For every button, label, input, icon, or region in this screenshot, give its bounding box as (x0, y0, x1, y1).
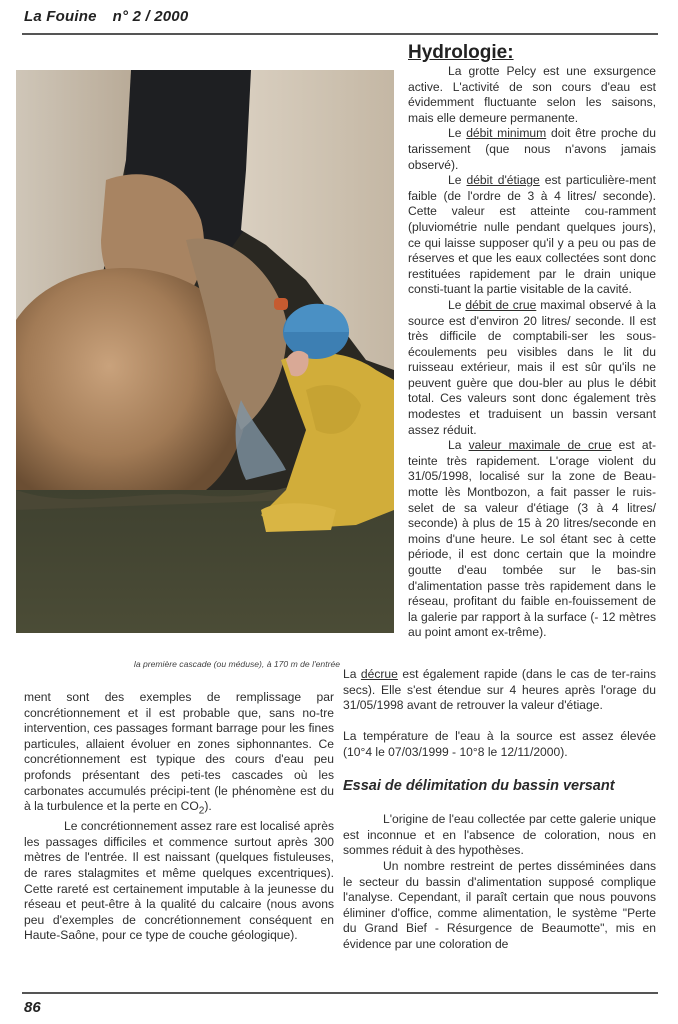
hydrologie-paragraph (408, 438, 656, 641)
term-debit-minimum: débit minimum (466, 126, 547, 141)
text-fragment: La (343, 667, 361, 681)
term-debit-crue: débit de crue (465, 297, 537, 312)
text-fragment: Le (448, 297, 466, 312)
concretionnement-paragraph (24, 690, 334, 819)
issue-number: n° 2 / 2000 (112, 8, 189, 25)
temperature-paragraph: La température de l'eau à la source est assez élevée (10°4 le 07/03/1999 - 10°8 le 12/11/2000). (343, 729, 656, 759)
text-fragment: Le (448, 126, 467, 141)
wide-right-column (343, 667, 656, 953)
text-fragment: est particulière-ment faible (de l'ordre de 3 à 4 litres/ seconde). Cette valeur est atteinte cou-ramment (pluviométrie nulle pendant quelques jours), ce qui laisse supposer qu'il y a peu ou pas de réserves et que les eaux collectées sont donc restituées rapidement par le drain unique consti-tuant la partie visitable de la cavité. (408, 173, 656, 297)
term-debit-etiage: débit d'étiage (466, 173, 540, 188)
text-fragment: doit être proche du tarissement (que nous n'avons jamais observé). (408, 126, 656, 172)
concretionnement-column (24, 690, 334, 944)
photo-caption: la première cascade (ou méduse), à 170 m de l'entrée (133, 659, 340, 669)
text-fragment: est également rapide (dans le cas de ter-rains secs). Elle s'est étendue sur 4 heures après l'orage du 31/05/1998 avant de retrouver la valeur d'étiage. (343, 667, 656, 713)
hydrologie-paragraph: La grotte Pelcy est une exsurgence active. L'activité de son cours d'eau est évidemment fluctuante selon les saisons, mais elle demeure permanente. (408, 64, 656, 125)
text-fragment: La (448, 438, 469, 453)
bassin-paragraph: Un nombre restreint de pertes disséminées dans le secteur du bassin d'alimentation supposé complique l'analyse. Cependant, il paraît certain que nous pouvons éliminer d'office, comme alimentation, le système "Perte du Grand Bief - Résurgence de Beaumotte", mis en évidence par une coloration de (343, 858, 656, 951)
hydrologie-paragraph (408, 173, 656, 298)
text-fragment: ). (204, 799, 212, 814)
cave-photo (16, 70, 394, 633)
hydrologie-paragraph (343, 667, 656, 714)
text-fragment: Le (448, 173, 467, 188)
section-title-hydrologie: Hydrologie: (408, 42, 514, 63)
section-title-bassin: Essai de délimitation du bassin versant (343, 777, 615, 794)
header-rule (22, 33, 658, 35)
footer-rule (22, 992, 658, 994)
concretionnement-paragraph: Le concrétionnement assez rare est localisé après les passages difficiles et commence surtout après 300 mètres de l'entrée. Il est naissant (quelques fistuleuses, de rares stalagmites et même quelques excentriques). Cette rareté est certainement imputable à la jeunesse du réseau et peut-être à la qualité du calcaire (nous avons peu d'exemples de concrétionnement conséquent en Haute-Saône, pour ce type de couche géologique). (24, 819, 334, 943)
term-decrue: décrue (360, 667, 398, 681)
cave-photo-illustration (16, 70, 394, 633)
page-number: 86 (24, 999, 41, 1016)
subscript: 2 (198, 805, 205, 817)
text-fragment: ment sont des exemples de remplissage par concrétionnement et il est probable que, sans no-tre intervention, ces passages formant barrage pour les fines particules, allaient évoluer en zones siphonnantes. Ce concrétionnement est typique des cours d'eau peu profonds présentant des peti-tes cascades où les carbonates accumulés précipi-tent (le phénomène est du à la turbulence et la perte en CO (24, 690, 334, 814)
bassin-paragraph: L'origine de l'eau collectée par cette galerie unique est inconnue et en l'absence de coloration, nous en sommes réduit à des hypothèses. (343, 812, 656, 858)
running-header (24, 8, 188, 25)
hydrologie-paragraph (408, 126, 656, 173)
text-fragment: maximal observé à la source est d'environ 20 litres/ seconde. Il est très difficile de comptabili-ser les sous-écoulements peu visibles dans le lit du ruisseau extérieur, mais il est sûr qu'ils ne peuvent guère que dou-bler au plus le débit total. Ces valeurs sont donc également très modestes et traduisent un bassin versant assez réduit. (408, 297, 657, 437)
publication-name: La Fouine (24, 8, 97, 25)
hydrologie-column (408, 64, 656, 641)
term-valeur-maximale-crue: valeur maximale de crue (468, 438, 612, 453)
hydrologie-paragraph (408, 298, 656, 438)
text-fragment: est at-teinte très rapidement. L'orage violent du 31/05/1998, localisé sur la zone de Beau-motte lès Montbozon, a fait passer le ruis-selet de sa valeur d'étiage (3 à 4 litres/ seconde) à plus de 15 à 20 litres/seconde en moins d'une heure. Le sol étant sec à cette période, il est donc certain que la moindre goutte d'eau tombée sur le bas-sin d'alimentation passe très rapidement dans le réseau, profitant du faible en-fouissement de la galerie par rapport à la surface (- 12 mètres au point amont ex-trême). (408, 438, 657, 640)
